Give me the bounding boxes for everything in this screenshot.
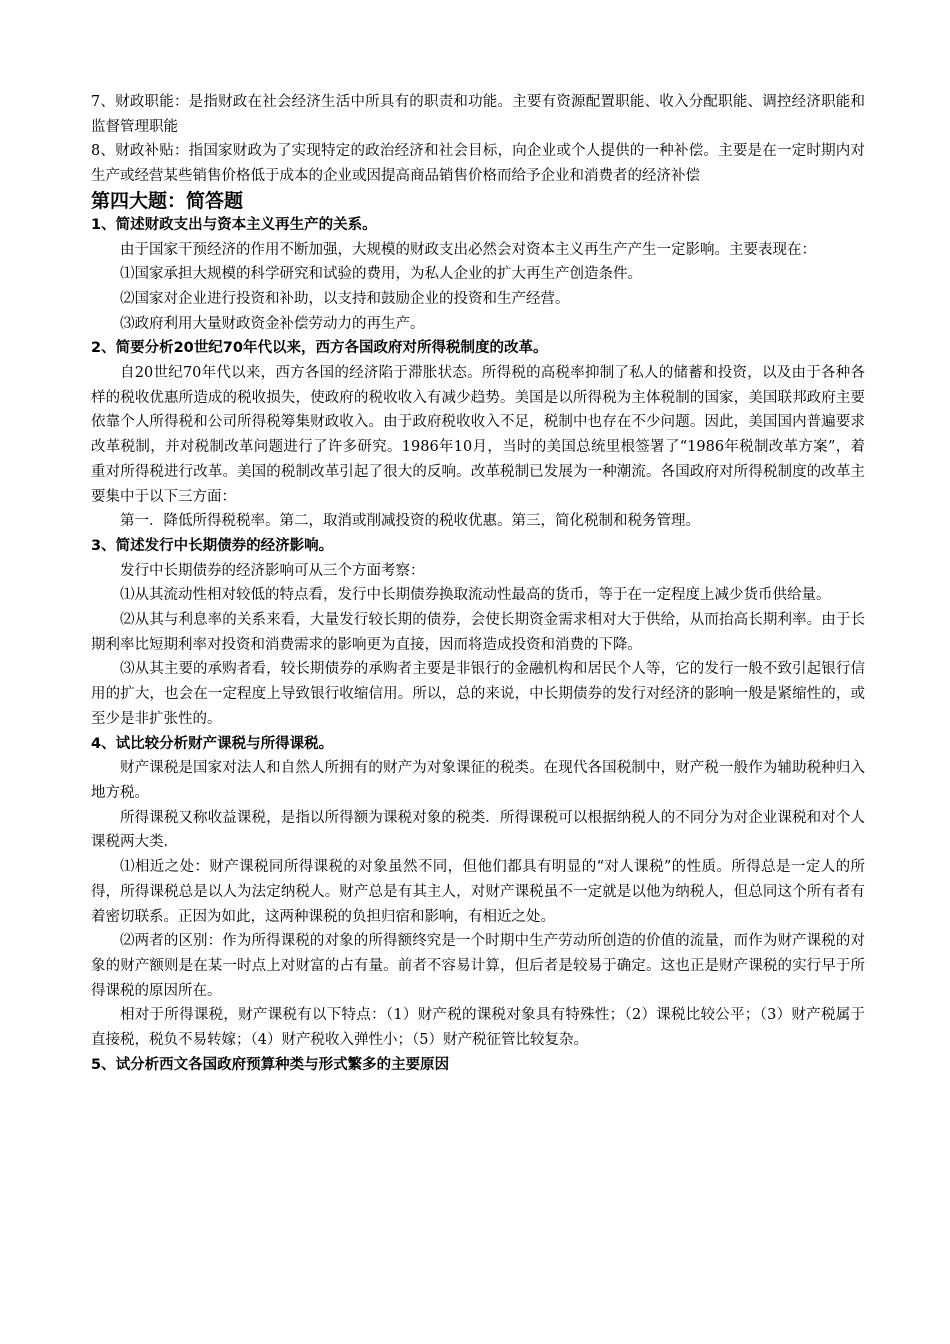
definition-8: 8、财政补贴：指国家财政为了实现特定的政治经济和社会目标，向企业或个人提供的一种补偿。主要是在一定时期内对生产或经营某些销售价格低于成本的企业或因提高商品销售价格而给予企业和消费者的经济补偿	[91, 143, 865, 185]
document-page	[91, 90, 865, 1077]
question-1-paragraph: ⑶政府利用大量财政资金补偿劳动力的再生产。	[120, 315, 425, 332]
question-3-paragraph: 发行中长期债券的经济影响可从三个方面考察：	[120, 562, 425, 579]
question-4-paragraph: 财产课税是国家对法人和自然人所拥有的财产为对象课征的税类。在现代各国税制中，财产税一般作为辅助税种归入地方税。	[91, 760, 865, 801]
question-3-paragraph: ⑴从其流动性相对较低的特点看，发行中长期债券换取流动性最高的货币，等于在一定程度上减少货币供给量。	[120, 587, 831, 604]
question-3-title: 3、简述发行中长期债券的经济影响。	[91, 537, 334, 554]
question-4-paragraph: 相对于所得课税，财产课税有以下特点：（1）财产税的课税对象具有特殊性；（2）课税比较公平；（3）财产税属于直接税，税负不易转嫁；（4）财产税收入弹性小；（5）财产税征管比较复杂。	[91, 1007, 865, 1049]
definition-7: 7、财政职能：是指财政在社会经济生活中所具有的职责和功能。主要有资源配置职能、收入分配职能、调控经济职能和监督管理职能	[91, 94, 865, 135]
question-3-paragraph: ⑵从其与利息率的关系来看，大量发行较长期的债券，会使长期资金需求相对大于供给，从而抬高长期利率。由于长期利率比短期利率对投资和消费需求的影响更为直接，因而将造成投资和消费的下降。	[91, 612, 865, 653]
question-5	[91, 1053, 865, 1078]
question-2-title: 2、简要分析20世纪70年代以来，西方各国政府对所得税制度的改革。	[91, 340, 548, 357]
question-5-title: 5、试分析西文各国政府预算种类与形式繁多的主要原因	[91, 1056, 450, 1073]
question-4-paragraph: ⑵两者的区别：作为所得课税的对象的所得额终究是一个时期中生产劳动所创造的价值的流量，而作为财产课税的对象的财产额则是在某一时点上对财富的占有量。前者不容易计算，但后者是较易于确定。这也正是财产课税的实行早于所得课税的原因所在。	[91, 933, 865, 999]
question-4-paragraph: ⑴相近之处：财产课税同所得课税的对象虽然不同，但他们都具有明显的“对人课税”的性质。所得总是一定人的所得，所得课税总是以人为法定纳税人。财产总是有其主人，对财产课税虽不一定就是以他为纳税人，但总同这个所有者有着密切联系。正因为如此，这两种课税的负担归宿和影响，有相近之处。	[91, 859, 865, 925]
question-1-paragraph: ⑵国家对企业进行投资和补助，以支持和鼓励企业的投资和生产经营。	[120, 290, 570, 307]
question-4-title: 4、试比较分析财产课税与所得课税。	[91, 735, 334, 752]
question-2-paragraph: 第一．降低所得税税率。第二，取消或削减投资的税收优惠。第三，简化税制和税务管理。	[120, 513, 700, 530]
question-2-paragraph: 自20世纪70年代以来，西方各国的经济陷于滞胀状态。所得税的高税率抑制了私人的储蓄和投资，以及由于各种各样的税收优惠所造成的税收损失，使政府的税收收入有减少趋势。美国是以所得税为主体税制的国家，美国联邦政府主要依靠个人所得税和公司所得税筹集财政收入。由于政府税收收入不足，税制中也存在不少问题。因此，美国国内普遍要求改革税制，并对税制改革问题进行了许多研究。1986年10月，当时的美国总统里根签署了“1986年税制改革方案”，着重对所得税进行改革。美国的税制改革引起了很大的反响。改革税制已发展为一种潮流。各国政府对所得税制度的改革主要集中于以下三方面：	[91, 365, 865, 505]
question-4-paragraph: 所得课税又称收益课税，是指以所得额为课税对象的税类．所得课税可以根据纳税人的不同分为对企业课税和对个人课税两大类．	[91, 809, 865, 851]
definitions-block	[91, 90, 865, 189]
section-title: 第四大题：简答题	[91, 189, 244, 212]
question-1-title: 1、简述财政支出与资本主义再生产的关系。	[91, 216, 377, 233]
question-3	[91, 534, 865, 732]
question-2	[91, 336, 865, 534]
question-1-paragraph: 由于国家干预经济的作用不断加强，大规模的财政支出必然会对资本主义再生产产生一定影响。主要表现在：	[120, 241, 816, 258]
question-1-paragraph: ⑴国家承担大规模的科学研究和试验的费用，为私人企业的扩大再生产创造条件。	[120, 266, 642, 283]
question-1	[91, 213, 865, 337]
question-4	[91, 732, 865, 1053]
question-3-paragraph: ⑶从其主要的承购者看，较长期债券的承购者主要是非银行的金融机构和居民个人等，它的发行一般不致引起银行信用的扩大，也会在一定程度上导致银行收缩信用。所以，总的来说，中长期债券的发行对经济的影响一般是紧缩性的，或至少是非扩张性的。	[91, 661, 865, 727]
